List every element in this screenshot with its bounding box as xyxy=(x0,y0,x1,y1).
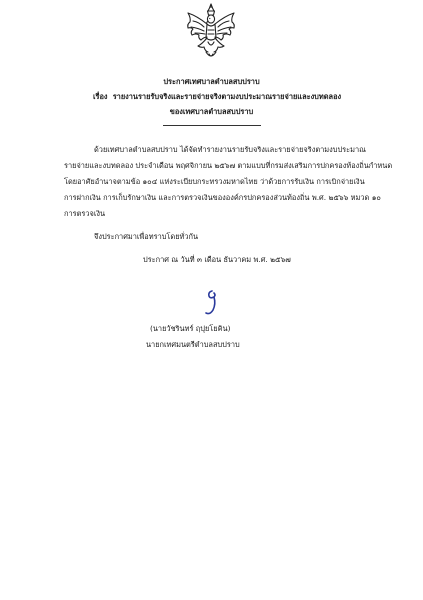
body-line-1: ด้วยเทศบาลตำบลสบปราบ ได้จัดทำรายงานรายรับจริงและรายจ่ายจริงตามงบประมาณ xyxy=(94,145,366,154)
title-divider xyxy=(163,125,261,126)
subject-line-2: ของเทศบาลตำบลสบปราบ xyxy=(169,107,254,116)
garuda-emblem-icon xyxy=(185,2,237,62)
subject-text: รายงานรายรับจริงและรายจ่ายจริงตามงบประมาณรายจ่ายและงบทดลอง xyxy=(112,92,342,101)
body-line-4: การฝากเงิน การเก็บรักษาเงิน และการตรวจเงินขององค์กรปกครองส่วนท้องถิ่น พ.ศ. ๒๕๖๖ หมวด ๑๐ xyxy=(64,193,381,202)
announcement-date: ประกาศ ณ วันที่ ๓ เดือน ธันวาคม พ.ศ. ๒๕๖๗ xyxy=(143,255,291,264)
body-line-5: การตรวจเงิน xyxy=(64,209,106,218)
signatory-name: (นายวัชรินทร์ ฤปุยโยคิน) xyxy=(150,324,231,333)
announcement-title: ประกาศเทศบาลตำบลสบปราบ xyxy=(163,77,260,86)
subject-label: เรื่อง xyxy=(93,92,108,101)
signatory-position: นายกเทศมนตรีตำบลสบปราบ xyxy=(146,340,240,349)
body-line-2: รายจ่ายและงบทดลอง ประจำเดือน พฤศจิกายน ๒๕๖๗ ตามแบบที่กรมส่งเสริมการปกครองท้องถิ่นกำหนด xyxy=(64,161,393,170)
body-line-3: โดยอาศัยอำนาจตามข้อ ๑๐๔ แห่งระเบียบกระทรวงมหาดไทย ว่าด้วยการรับเงิน การเบิกจ่ายเงิน xyxy=(64,177,365,186)
handwritten-signature xyxy=(198,288,224,318)
closing-notice: จึงประกาศมาเพื่อทราบโดยทั่วกัน xyxy=(94,232,199,241)
subject-line xyxy=(93,92,341,101)
